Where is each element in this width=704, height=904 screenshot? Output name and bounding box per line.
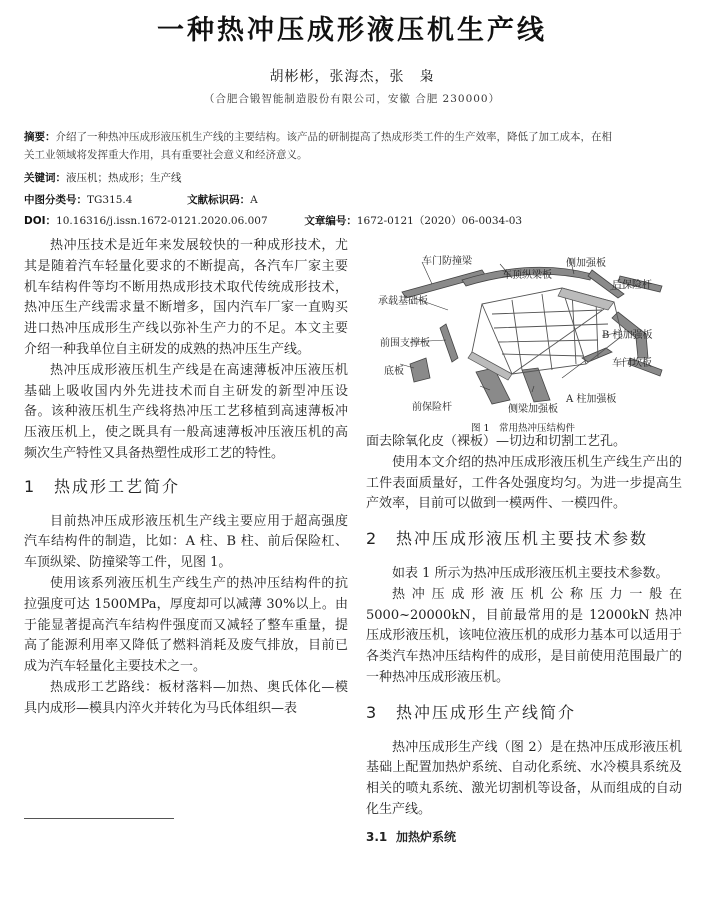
label-sill: 车门坎板 <box>612 358 652 369</box>
section-3-1-heading <box>366 827 682 848</box>
doc-code-value: A <box>250 194 258 206</box>
label-floor: 底板 <box>384 366 404 377</box>
section-2-paragraph-1: 如表 1 所示为热冲压成形液压机主要技术参数。 <box>392 565 669 581</box>
classification-line <box>24 192 258 207</box>
keywords <box>24 170 182 185</box>
label-b-pillar: B 柱加强板 <box>602 330 653 341</box>
paper-authors: 胡彬彬，张海杰，张 枭 <box>269 69 435 85</box>
clc-label: 中图分类号： <box>24 194 87 206</box>
section-2-heading <box>366 529 682 550</box>
section-3-1-number: 3.1 <box>366 829 388 844</box>
article-no-value: 1672-0121（2020）06-0034-03 <box>356 215 523 227</box>
section-3-1-title: 加热炉系统 <box>396 829 457 844</box>
abstract-text-line2: 关工业领域将发挥重大作用，具有重要社会意义和经济意义。 <box>24 149 308 161</box>
label-base-plate: 承载基础板 <box>378 296 428 307</box>
abstract-label: 摘要： <box>24 131 56 143</box>
label-front-support: 前围支撑板 <box>380 338 430 349</box>
label-side-reinforcement: 侧加强板 <box>566 258 606 269</box>
section-2-paragraph-2: 热冲压成形液压机公称压力一般在 5000~20000kN，目前最常用的是 12000kN 热冲压成形液压机，该吨位液压机的成形力基本可以适用于各类汽车热冲压结构件的成形，是目前使用范围最广的一种热冲压成形液压机。 <box>366 586 682 685</box>
figure-1-caption: 图 1 常用热冲压结构件 <box>470 423 576 434</box>
section-3-number: 3 <box>366 702 379 722</box>
label-door-beam: 车门防撞梁 <box>422 256 472 267</box>
section-1-paragraph-1: 目前热冲压成形液压机生产线主要应用于超高强度汽车结构件的制造，比如：A 柱、B 柱、前后保险杠、车顶纵梁、防撞梁等工件，见图 1。 <box>24 513 348 571</box>
footnote-rule <box>24 818 174 819</box>
label-rear-bumper: 后保险杆 <box>612 280 652 291</box>
abstract-text-line1: 介绍了一种热冲压成形液压机生产线的主要结构。该产品的研制提高了热成形类工件的生产效率，降低了加工成本，在相 <box>55 131 612 143</box>
doi-value: 10.16316/j.issn.1672-0121.2020.06.007 <box>56 215 268 227</box>
label-a-pillar: A 柱加强板 <box>566 394 617 405</box>
label-front-bumper: 前保险杆 <box>412 402 452 413</box>
doi-label: DOI： <box>24 215 57 227</box>
section-2-number: 2 <box>366 529 379 549</box>
section-1-number: 1 <box>24 476 37 496</box>
label-side-beam-reinforcement: 侧梁加强板 <box>508 404 558 415</box>
figure-1 <box>362 240 684 434</box>
paper-title: 一种热冲压成形液压机生产线 <box>157 15 547 46</box>
doc-code-label: 文献标识码： <box>187 194 251 206</box>
intro-paragraph-1: 热冲压技术是近年来发展较快的一种成形技术，尤其是随着汽车轻量化要求的不断提高，各汽车厂家主要机车结构件等均不断用热成形技术取代传统成形技术，热冲压生产线需求量不断增多，国内汽车厂家一直购买进口热冲压成形生产线以弥补生产力的不足。本文主要介绍一种我单位自主研发的成熟的热冲压生产线。 <box>24 238 348 357</box>
paper-affiliation: （合肥合锻智能制造股份有限公司，安徽 合肥 230000） <box>203 93 501 105</box>
section-3-heading <box>366 703 682 724</box>
keywords-label: 关键词： <box>24 172 66 184</box>
section-1-heading <box>24 477 348 498</box>
section-2-title: 热冲压成形液压机主要技术参数 <box>396 529 649 549</box>
right-column <box>366 432 682 848</box>
section-1-title: 热成形工艺简介 <box>54 476 181 496</box>
right-paragraph-1: 使用本文介绍的热冲压成形液压机生产线生产出的工件表面质量好，工件各处强度均匀。为进一步提高生产效率，目前可以做到一模两件、一模四件。 <box>366 454 682 512</box>
abstract <box>24 128 682 164</box>
clc-value: TG315.4 <box>87 194 133 206</box>
left-column <box>24 236 348 720</box>
ids-line <box>24 213 522 228</box>
section-1-paragraph-3: 热成形工艺路线：板材落料—加热、奥氏体化—模具内成形—模具内淬火并转化为马氏体组织—表 <box>24 679 348 716</box>
intro-paragraph-2: 热冲压成形液压机生产线是在高速薄板冲压液压机基础上吸收国内外先进技术而自主研发的新型冲压设备。该种液压机生产线将热冲压工艺移植到高速薄板冲压液压机上，使之既具有一般高速薄板冲压液压机的高频次生产特性又具备热塑性成形工艺的特性。 <box>24 362 348 461</box>
section-3-title: 热冲压成形生产线简介 <box>396 702 577 722</box>
article-no-label: 文章编号： <box>304 215 357 227</box>
continued-text: 面去除氧化皮（裸板）—切边和切割工艺孔。 <box>366 434 627 449</box>
section-1-paragraph-2: 使用该系列液压机生产线生产的热冲压结构件的抗拉强度可达 1500MPa，厚度却可以减薄 30%以上。由于能显著提高汽车结构件强度而又减轻了整车重量，提高了能源利用率又降低了燃料消耗及废气排放，目前已成为汽车轻量化主要技术之一。 <box>24 575 348 675</box>
keywords-value: 液压机；热成形；生产线 <box>66 172 182 184</box>
section-3-paragraph-1: 热冲压成形生产线（图 2）是在热冲压成形液压机基础上配置加热炉系统、自动化系统、水冷模具系统及相关的喷丸系统、激光切割机等设备，从而组成的自动化生产线。 <box>366 739 682 817</box>
label-roof-rail: 车顶纵梁板 <box>502 270 552 281</box>
